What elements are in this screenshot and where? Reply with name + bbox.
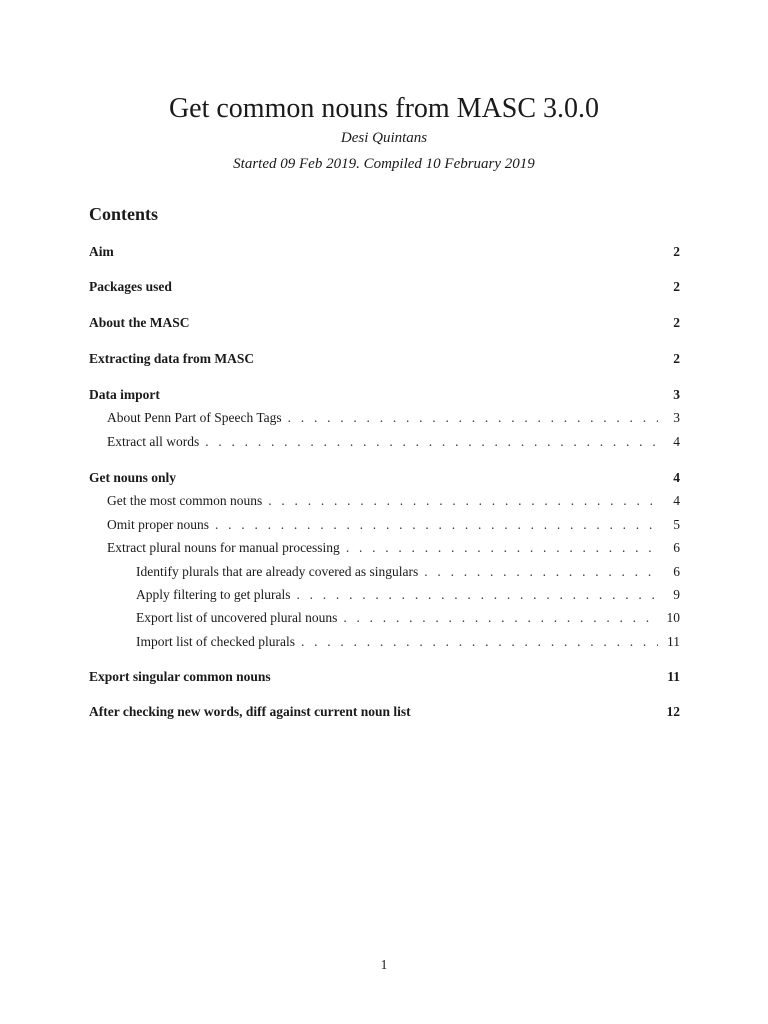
- toc-entry[interactable]: [89, 668, 680, 686]
- toc-entry[interactable]: [89, 539, 680, 557]
- toc-entry-page: 6: [673, 564, 680, 579]
- toc-entry-label: Identify plurals that are already covered as singulars: [136, 564, 419, 579]
- toc-entry-label: Import list of checked plurals: [136, 634, 295, 649]
- toc-entry-page: 11: [667, 634, 680, 649]
- toc-leader-dots: [268, 492, 658, 510]
- toc-entry-label: Extracting data from MASC: [89, 351, 255, 366]
- toc-entry-label: Get nouns only: [89, 470, 177, 485]
- toc-entry-page: 2: [673, 315, 680, 330]
- toc-leader-dots: [288, 409, 658, 427]
- toc-entry[interactable]: [89, 633, 680, 651]
- toc-entry-page: 2: [673, 351, 680, 366]
- toc-entry-label: Omit proper nouns: [107, 517, 209, 532]
- toc-leader-dots: [301, 633, 658, 651]
- toc-entry-label: Packages used: [89, 279, 172, 294]
- toc-entry-page: 5: [673, 517, 680, 532]
- toc-entry[interactable]: [89, 492, 680, 510]
- toc-entry[interactable]: [89, 243, 680, 261]
- toc-entry-page: 11: [667, 669, 680, 684]
- toc-entry-label: Export singular common nouns: [89, 669, 271, 684]
- toc-entry-page: 4: [673, 493, 680, 508]
- toc-entry-page: 6: [673, 540, 680, 555]
- toc-entry-label: Aim: [89, 244, 114, 259]
- toc-entry[interactable]: [89, 563, 680, 581]
- toc-leader-dots: [296, 586, 658, 604]
- toc-entry[interactable]: [89, 350, 680, 368]
- toc-entry-page: 3: [673, 387, 680, 402]
- toc-entry-label: Extract plural nouns for manual processing: [107, 540, 340, 555]
- toc-leader-dots: [205, 433, 658, 451]
- toc-entry[interactable]: [89, 278, 680, 296]
- toc-entry-page: 2: [673, 279, 680, 294]
- toc-entry-label: About Penn Part of Speech Tags: [107, 410, 282, 425]
- document-title: Get common nouns from MASC 3.0.0: [168, 93, 600, 124]
- toc-leader-dots: [215, 516, 658, 534]
- toc-entry-label: Extract all words: [107, 434, 200, 449]
- toc-entry[interactable]: [89, 516, 680, 534]
- toc-leader-dots: [346, 539, 658, 557]
- toc-entry[interactable]: [89, 409, 680, 427]
- toc-entry[interactable]: [89, 433, 680, 451]
- toc-entry-page: 3: [673, 410, 680, 425]
- document-date: Started 09 Feb 2019. Compiled 10 February 2019: [233, 156, 535, 172]
- document-author: Desi Quintans: [340, 130, 428, 146]
- toc-leader-dots: [424, 563, 658, 581]
- toc-entry-page: 9: [673, 587, 680, 602]
- toc-entry-label: Apply filtering to get plurals: [136, 587, 291, 602]
- toc-entry-page: 2: [673, 244, 680, 259]
- page-number: 1: [380, 957, 388, 972]
- toc-leader-dots: [343, 609, 658, 627]
- toc-entry-page: 4: [673, 470, 680, 485]
- toc-entry[interactable]: [89, 314, 680, 332]
- toc-entry-label: Export list of uncovered plural nouns: [136, 610, 338, 625]
- toc-entry-label: Data import: [89, 387, 160, 402]
- toc-entry-label: Get the most common nouns: [107, 493, 263, 508]
- toc-entry[interactable]: [89, 586, 680, 604]
- toc-entry-label: After checking new words, diff against current noun list: [89, 704, 411, 719]
- toc-entry[interactable]: [89, 703, 680, 721]
- toc-entry-label: About the MASC: [89, 315, 190, 330]
- contents-heading: Contents: [89, 204, 159, 224]
- toc-entry[interactable]: [89, 469, 680, 487]
- toc-entry[interactable]: [89, 386, 680, 404]
- toc-entry-page: 12: [666, 704, 680, 719]
- toc-entry[interactable]: [89, 609, 680, 627]
- toc-entry-page: 10: [666, 610, 680, 625]
- toc-entry-page: 4: [673, 434, 680, 449]
